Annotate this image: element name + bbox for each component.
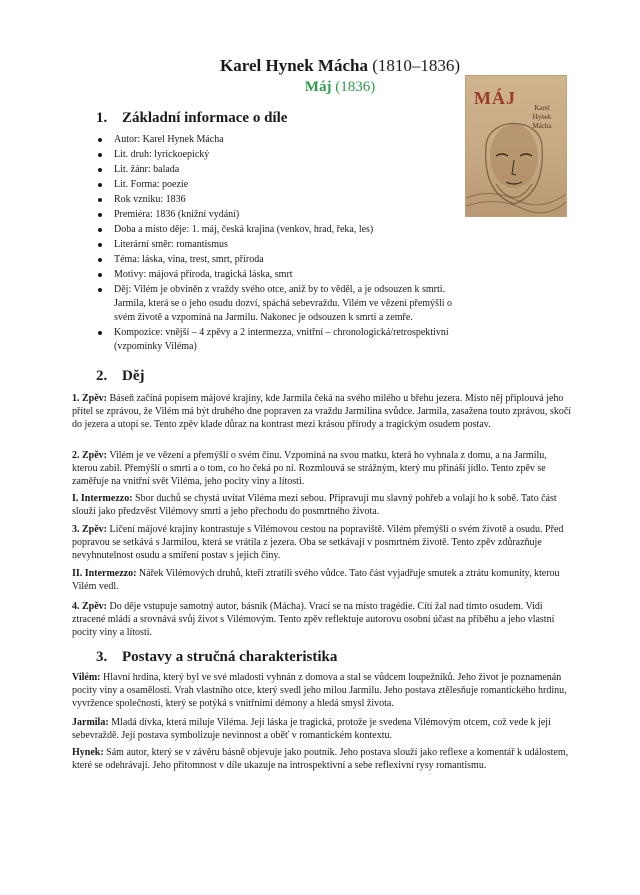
section-heading-text: Děj [122, 368, 145, 384]
paragraph-label: I. Intermezzo: [72, 493, 133, 504]
paragraph-text: Sbor duchů se chystá uvítat Viléma mezi sebou. Připravují mu slavný pohřeb a volají ho k sobě. Tato část slouží jako předzvěst Vilémovy smrti a jeho přechodu do posmrtného života. [72, 493, 557, 517]
paragraph-label: 3. Zpěv: [72, 524, 107, 535]
plot-paragraph [72, 392, 572, 431]
list-item: Literární směr: romantismus [96, 238, 466, 252]
paragraph-text: Vilém je ve vězení a přemýšlí o svém činu. Vzpomíná na svou matku, která ho vyhnala z domu, a na Jarmilu, kterou zabil. Přemýšlí o smrti a o tom, co ho čeká po ní. Rozmlouvá se strážným, který mu přináší jídlo. Tento zpěv se zaměřuje na vnitřní svět Viléma, jeho pocity viny a lítosti. [72, 450, 547, 487]
book-cover-image [466, 76, 566, 216]
plot-paragraph [72, 600, 572, 639]
plot-paragraph [72, 567, 572, 593]
list-item: Lit. žánr: balada [96, 163, 466, 177]
list-item: Motivy: májová příroda, tragická láska, smrt [96, 268, 466, 282]
paragraph-label: 4. Zpěv: [72, 601, 107, 612]
work-year: (1836) [335, 79, 376, 95]
plot-paragraph [72, 449, 572, 488]
list-item: Lit. Forma: poezie [96, 178, 466, 192]
section-heading-text: Postavy a stručná charakteristika [122, 649, 338, 665]
paragraph-label: II. Intermezzo: [72, 568, 137, 579]
list-item: Autor: Karel Hynek Mácha [96, 133, 466, 147]
document-title [80, 56, 600, 76]
cover-author-line: Karel [534, 104, 550, 112]
list-item: Téma: láska, vina, trest, smrt, příroda [96, 253, 466, 267]
section-number: 1. [96, 110, 108, 126]
paragraph-text: Mladá dívka, která miluje Viléma. Její láska je tragická, protože je svedena Vilémovým otcem, což vede k její sebevraždě. Její postava symbolizuje nevinnost a oběť v romantickém kontextu. [72, 717, 551, 741]
character-paragraph [72, 716, 572, 742]
cover-author [524, 104, 560, 131]
cover-author-line: Mácha [532, 122, 552, 130]
plot-paragraph [72, 523, 572, 562]
paragraph-text: Nářek Vilémových druhů, kteří ztratili svého vůdce. Tato část vyjadřuje smutek a ztrátu komunity, kterou Vilém vedl. [72, 568, 560, 592]
plot-paragraph [72, 492, 572, 518]
paragraph-text: Sám autor, který se v závěru básně objevuje jako poutník. Jeho postava slouží jako reflexe a komentář k událostem, které se odehrávají. Jeho přítomnost v díle ukazuje na introspektivní a sebe reflexivní rysy romantismu. [72, 747, 569, 771]
cover-title: MÁJ [474, 88, 516, 108]
paragraph-label: 2. Zpěv: [72, 450, 107, 461]
section-heading-plot [96, 367, 145, 385]
list-item: Děj: Vilém je obviněn z vraždy svého otce, aniž by to věděl, a je odsouzen k smrti. Jarmila, která se o jeho osudu dozví, spáchá sebevraždu. Vilém ve vězení přemýšlí o svém životě a vzpomíná na Jarmilu. Nakonec je odsouzen k smrti a zemře. [96, 283, 466, 325]
paragraph-text: Do děje vstupuje samotný autor, básník (Mácha). Vrací se na místo tragédie. Cítí žal nad tímto osudem. Vidí ztracené mládí a srovnává svůj život s Vilémovým. Tento zpěv reflektuje autorovu osobní účast na příběhu a jeho vlastní pocity viny a lítosti. [72, 601, 555, 638]
character-paragraph [72, 746, 572, 772]
author-name: Karel Hynek Mácha [219, 56, 368, 75]
section-heading-basic-info [96, 109, 287, 127]
work-title: Máj [304, 79, 332, 95]
paragraph-label: Vilém: [72, 672, 101, 683]
section-heading-text: Základní informace o díle [122, 110, 288, 126]
section-number: 3. [96, 649, 108, 665]
author-years: (1810–1836) [372, 56, 461, 75]
section-number: 2. [96, 368, 108, 384]
paragraph-text: Báseň začíná popisem májové krajiny, kde Jarmila čeká na svého milého u břehu jezera. Místo něj připlouvá jeho přítel se zprávou, že Vilém má být druhého dne popraven za vraždu Jarmilina svůdce. Jarmila, zasažena touto zprávou, skočí do jezera a utopí se. Tento zpěv klade důraz na kontrast mezi krásou přírody a tragickým osudem postav. [72, 393, 572, 430]
paragraph-label: Jarmila: [72, 717, 109, 728]
list-item: Rok vzniku: 1836 [96, 193, 466, 207]
list-item: Lit. druh: lyrickoepický [96, 148, 466, 162]
list-item: Premiéra: 1836 (knižní vydání) [96, 208, 466, 222]
paragraph-text: Hlavní hrdina, který byl ve své mladosti vyhnán z domova a stal se vůdcem loupežníků. Jeho život je poznamenán pocity viny a osamělosti. Vrah vlastního otce, který svedl jeho milou Jarmilu. Jeho postava ztělesňuje romantického hrdinu, vyvržence společnosti, který se potýká s vnitřními démony a hledá smysl života. [72, 672, 567, 709]
list-item: Kompozice: vnější – 4 zpěvy a 2 intermezza, vnitřní – chronologická/retrospektivní (vzpomínky Viléma) [96, 326, 466, 354]
section-heading-characters [96, 648, 337, 666]
cover-author-line: Hynek [532, 113, 552, 121]
paragraph-label: Hynek: [72, 747, 104, 758]
character-paragraph [72, 671, 572, 710]
list-item: Doba a místo děje: 1. máj, česká krajina (venkov, hrad, řeka, les) [96, 223, 466, 237]
basic-info-list [96, 133, 466, 355]
paragraph-label: 1. Zpěv: [72, 393, 107, 404]
paragraph-text: Líčení májové krajiny kontrastuje s Vilémovou cestou na popraviště. Vilém přemýšlí o svém životě a osudu. Před popravou se setkává s Jarmilou, která se vrátila z jezera. Oba se setkávají v posmrtném životě. Tento zpěv zdůrazňuje nevyhnutelnost osudu a smíření postav s jejich činy. [72, 524, 564, 561]
